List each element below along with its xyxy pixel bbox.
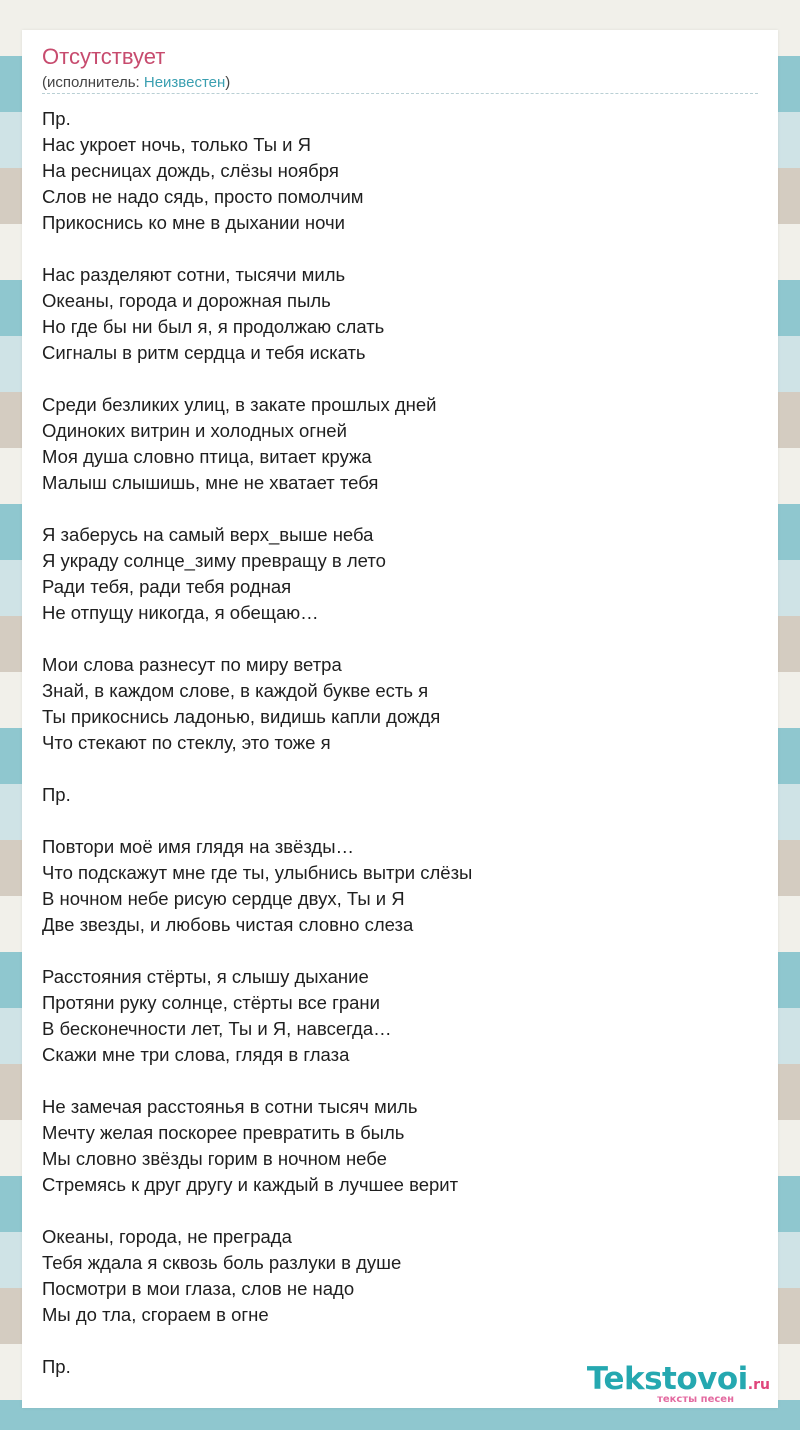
lyric-line: В бесконечности лет, Ты и Я, навсегда… — [42, 1018, 392, 1039]
song-title: Отсутствует — [42, 44, 166, 69]
lyric-line: Не замечая расстоянья в сотни тысяч миль — [42, 1096, 418, 1117]
lyric-line: Ради тебя, ради тебя родная — [42, 576, 292, 597]
lyrics-text — [42, 106, 758, 1380]
lyric-line: Одиноких витрин и холодных огней — [42, 420, 347, 441]
lyric-line: Что подскажут мне где ты, улыбнись вытри слёзы — [42, 862, 473, 883]
lyric-line: Стремясь к друг другу и каждый в лучшее верит — [42, 1174, 459, 1195]
lyric-blank-line — [42, 366, 758, 392]
lyric-line: На ресницах дождь, слёзы ноября — [42, 160, 339, 181]
lyric-line: Я украду солнце_зиму превращу в лето — [42, 550, 386, 571]
artist-prefix: (исполнитель: — [42, 74, 144, 91]
lyric-line: Повтори моё имя глядя на звёзды… — [42, 836, 354, 857]
lyric-blank-line — [42, 1198, 758, 1224]
lyric-line: Мечту желая поскорее превратить в быль — [42, 1122, 405, 1143]
lyric-line: Протяни руку солнце, стёрты все грани — [42, 992, 380, 1013]
lyric-line: Слов не надо сядь, просто помолчим — [42, 186, 364, 207]
lyric-line: Пр. — [42, 108, 71, 129]
lyric-line: Мы до тла, сгораем в огне — [42, 1304, 269, 1325]
lyric-line: Прикоснись ко мне в дыхании ночи — [42, 212, 345, 233]
lyric-line: Пр. — [42, 1356, 71, 1377]
lyric-line: Ты прикоснись ладонью, видишь капли дождя — [42, 706, 441, 727]
lyric-blank-line — [42, 626, 758, 652]
lyric-line: Моя душа словно птица, витает кружа — [42, 446, 372, 467]
lyric-line: Но где бы ни был я, я продолжаю слать — [42, 316, 385, 337]
lyric-line: В ночном небе рисую сердце двух, Ты и Я — [42, 888, 405, 909]
lyric-line: Две звезды, и любовь чистая словно слеза — [42, 914, 414, 935]
artist-line — [42, 74, 230, 92]
lyric-line: Среди безликих улиц, в закате прошлых дней — [42, 394, 437, 415]
lyric-line: Посмотри в мои глаза, слов не надо — [42, 1278, 355, 1299]
lyrics-card — [22, 30, 778, 1408]
lyric-blank-line — [42, 756, 758, 782]
lyric-line: Океаны, города, не преграда — [42, 1226, 292, 1247]
lyric-line: Мы словно звёзды горим в ночном небе — [42, 1148, 387, 1169]
lyric-blank-line — [42, 1068, 758, 1094]
logo-wordmark: Tekstovoi — [586, 1361, 748, 1397]
lyric-line: Я заберусь на самый верх_выше неба — [42, 524, 374, 545]
lyric-blank-line — [42, 808, 758, 834]
lyric-line: Не отпущу никогда, я обещаю… — [42, 602, 319, 623]
logo-tld: .ru — [747, 1377, 770, 1393]
lyric-line: Нас укроет ночь, только Ты и Я — [42, 134, 311, 155]
lyric-line: Пр. — [42, 784, 71, 805]
lyric-blank-line — [42, 938, 758, 964]
lyric-line: Знай, в каждом слове, в каждой букве есть я — [42, 680, 429, 701]
lyric-line: Сигналы в ритм сердца и тебя искать — [42, 342, 366, 363]
lyric-line: Что стекают по стеклу, это тоже я — [42, 732, 331, 753]
lyric-blank-line — [42, 1328, 758, 1354]
lyric-blank-line — [42, 236, 758, 262]
lyric-line: Тебя ждала я сквозь боль разлуки в душе — [42, 1252, 402, 1273]
lyric-line: Малыш слышишь, мне не хватает тебя — [42, 472, 379, 493]
lyric-blank-line — [42, 496, 758, 522]
logo-subtitle: тексты песен — [657, 1394, 734, 1405]
lyric-line: Скажи мне три слова, глядя в глаза — [42, 1044, 350, 1065]
lyric-line: Мои слова разнесут по миру ветра — [42, 654, 342, 675]
site-logo[interactable] — [586, 1361, 770, 1406]
lyric-line: Нас разделяют сотни, тысячи миль — [42, 264, 346, 285]
divider — [42, 93, 758, 94]
lyric-line: Океаны, города и дорожная пыль — [42, 290, 331, 311]
artist-link[interactable]: Неизвестен — [143, 74, 226, 91]
lyric-line: Расстояния стёрты, я слышу дыхание — [42, 966, 369, 987]
artist-suffix: ) — [225, 74, 231, 91]
